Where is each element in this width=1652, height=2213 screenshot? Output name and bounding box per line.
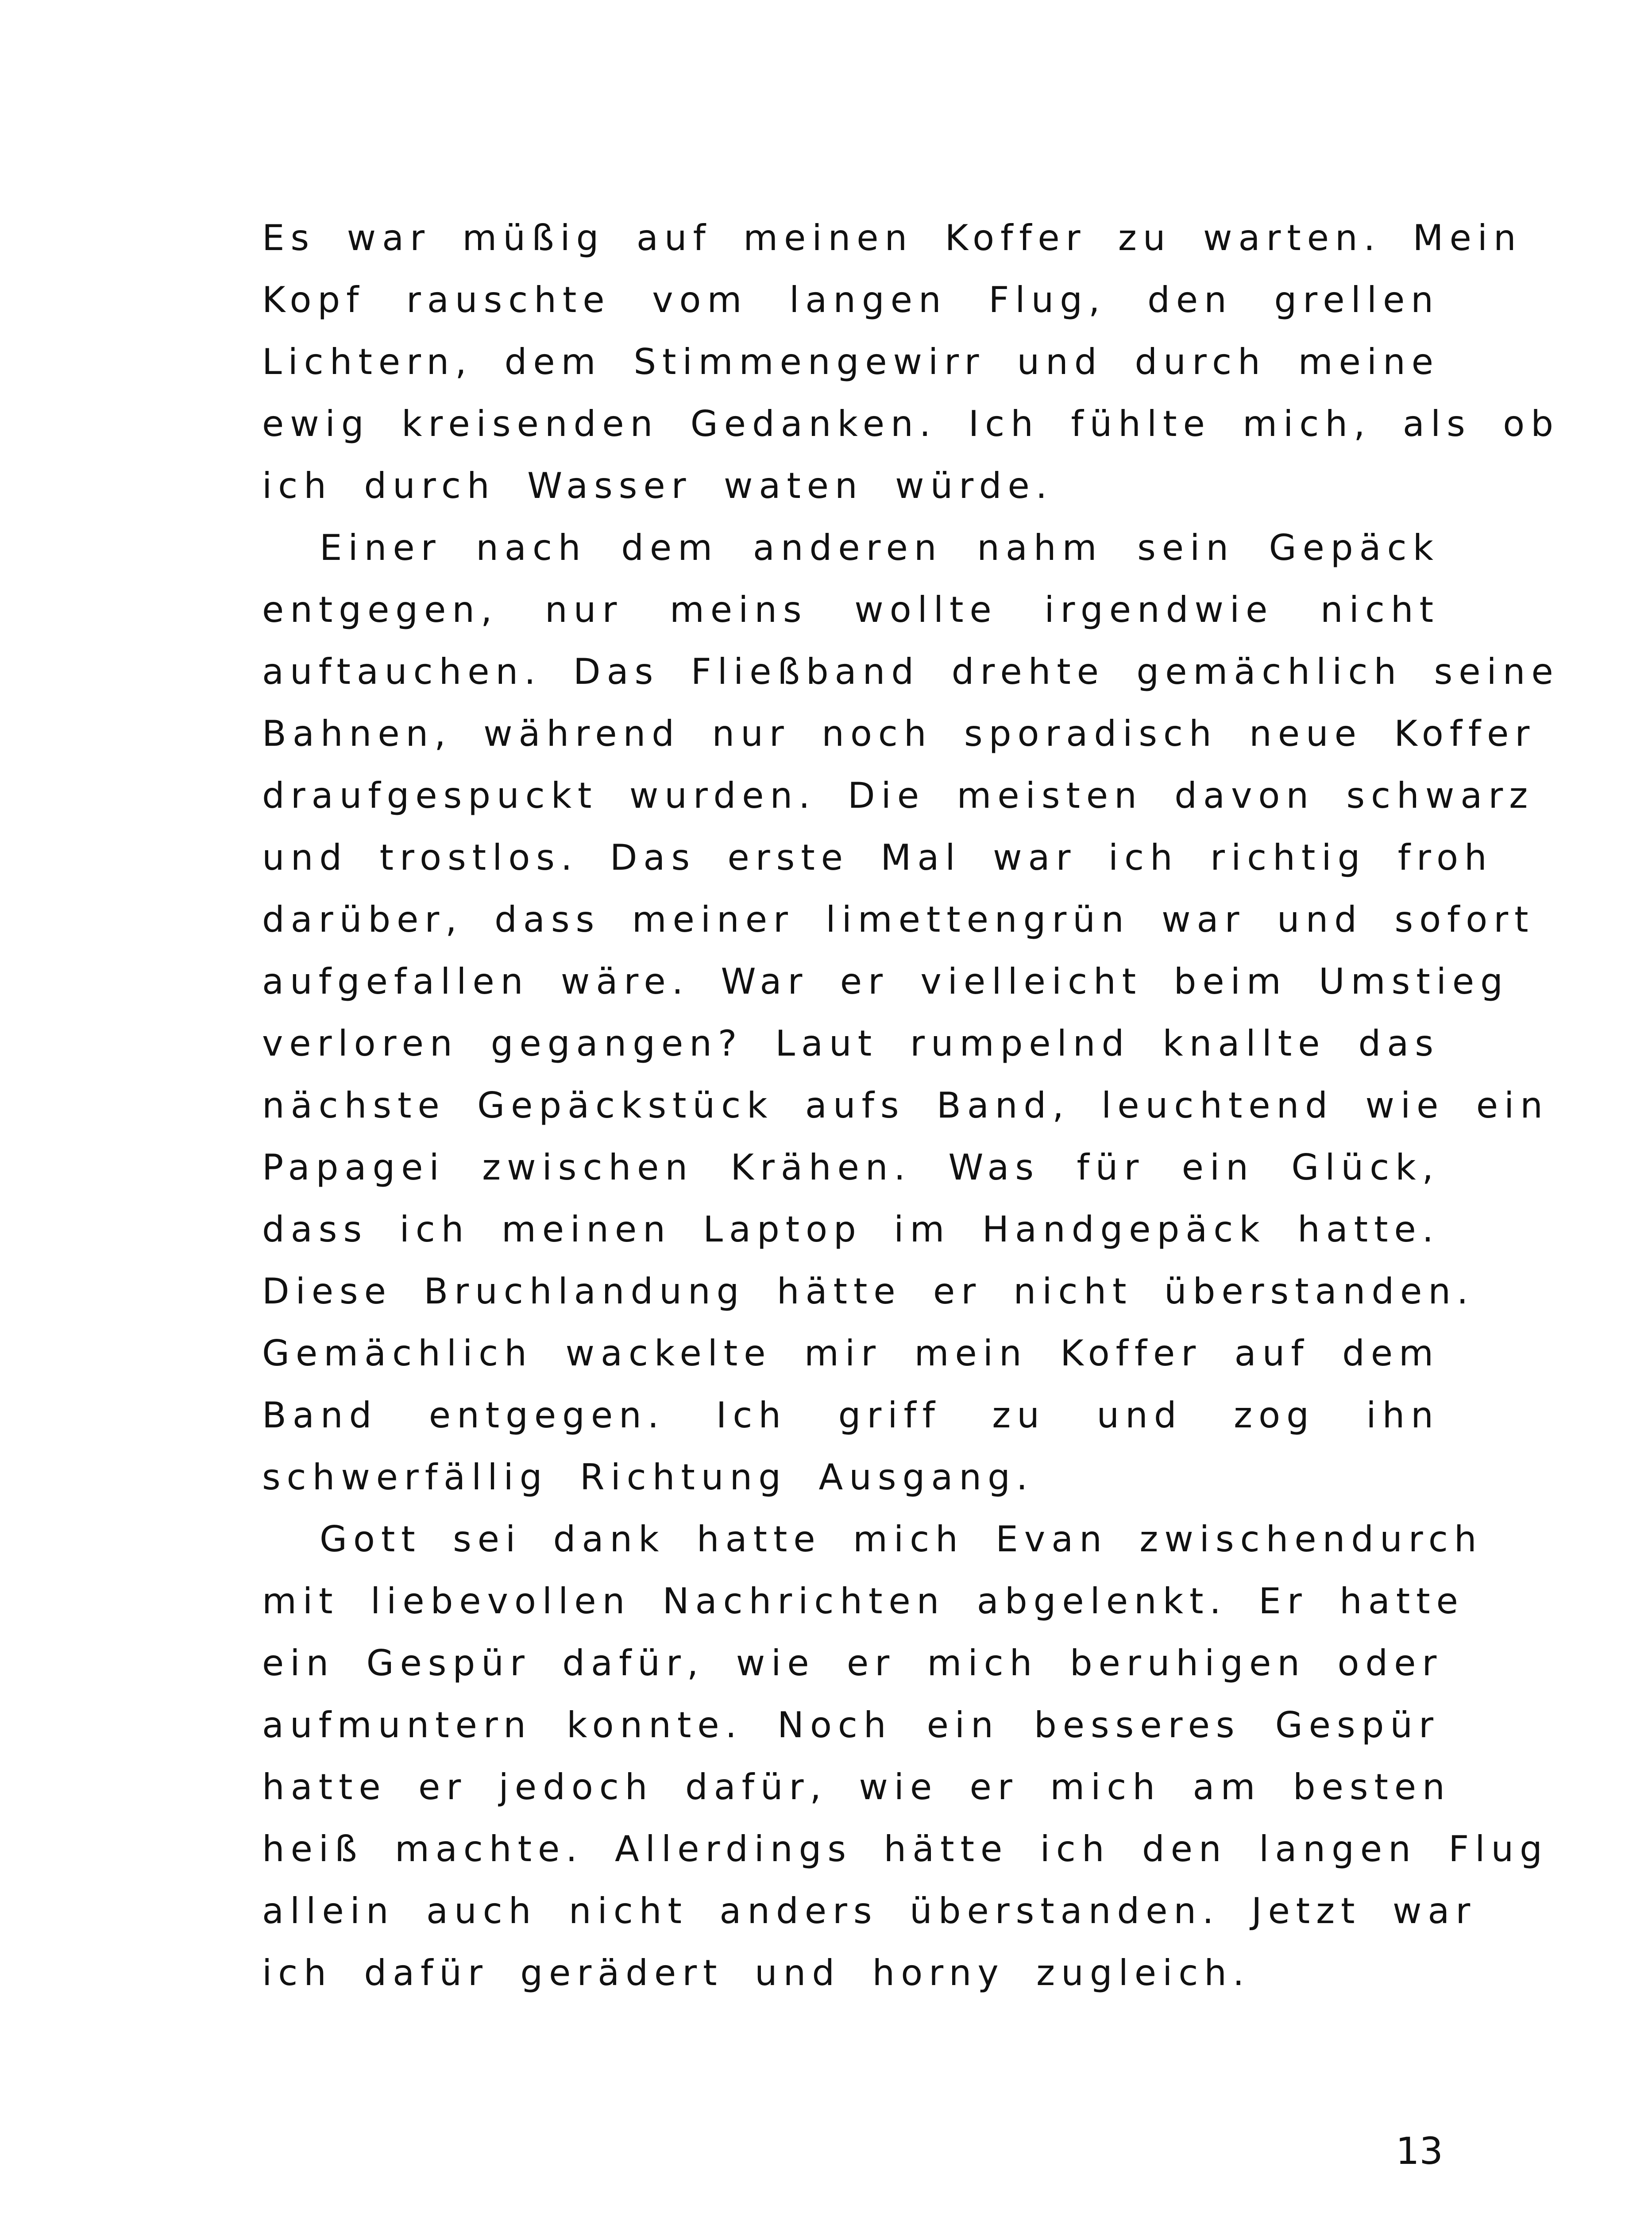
- text-line: nächste Gepäckstück aufs Band, leuchtend wie ein: [262, 1085, 1549, 1126]
- text-line: entgegen, nur meins wollte irgendwie nicht: [262, 589, 1440, 630]
- text-line: Bahnen, während nur noch sporadisch neue Koffer: [262, 713, 1536, 754]
- body-text: [262, 207, 1560, 2004]
- text-line: dass ich meinen Laptop im Handgepäck hatte.: [262, 1209, 1440, 1250]
- text-line: verloren gegangen? Laut rumpelnd knallte das: [262, 1023, 1440, 1064]
- text-line: allein auch nicht anders überstanden. Jetzt war: [262, 1890, 1477, 1932]
- text-line: ich durch Wasser waten würde.: [262, 465, 1054, 506]
- text-line: hatte er jedoch dafür, wie er mich am besten: [262, 1766, 1451, 1808]
- text-line: ein Gespür dafür, wie er mich beruhigen oder: [262, 1642, 1443, 1684]
- text-line: darüber, dass meiner limettengrün war und sofort: [262, 899, 1535, 940]
- text-line: und trostlos. Das erste Mal war ich richtig froh: [262, 837, 1493, 878]
- text-line: auftauchen. Das Fließband drehte gemächlich seine: [262, 651, 1559, 692]
- text-line: draufgespuckt wurden. Die meisten davon schwarz: [262, 775, 1534, 816]
- text-line: Gott sei dank hatte mich Evan zwischendurch: [320, 1519, 1483, 1560]
- text-line: Einer nach dem anderen nahm sein Gepäck: [320, 527, 1440, 568]
- text-line: Gemächlich wackelte mir mein Koffer auf dem: [262, 1333, 1440, 1374]
- text-line: Kopf rauschte vom langen Flug, den grellen: [262, 279, 1440, 320]
- text-line: Es war müßig auf meinen Koffer zu warten. Mein: [262, 217, 1522, 258]
- text-line: mit liebevollen Nachrichten abgelenkt. Er hatte: [262, 1581, 1464, 1622]
- text-line: schwerfällig Richtung Ausgang.: [262, 1457, 1034, 1498]
- text-line: ich dafür gerädert und horny zugleich.: [262, 1952, 1251, 1993]
- text-line: aufgefallen wäre. War er vielleicht beim Umstieg: [262, 961, 1509, 1002]
- page-number: 13: [1396, 2129, 1443, 2173]
- text-line: Band entgegen. Ich griff zu und zog ihn: [262, 1395, 1440, 1436]
- text-line: aufmuntern konnte. Noch ein besseres Gespür: [262, 1704, 1440, 1746]
- text-line: heiß machte. Allerdings hätte ich den langen Flug: [262, 1828, 1548, 1870]
- text-line: Lichtern, dem Stimmengewirr und durch meine: [262, 341, 1440, 382]
- text-line: Diese Bruchlandung hätte er nicht überstanden.: [262, 1271, 1474, 1312]
- text-line: ewig kreisenden Gedanken. Ich fühlte mich, als ob: [262, 403, 1560, 444]
- text-line: Papagei zwischen Krähen. Was für ein Glück,: [262, 1147, 1440, 1188]
